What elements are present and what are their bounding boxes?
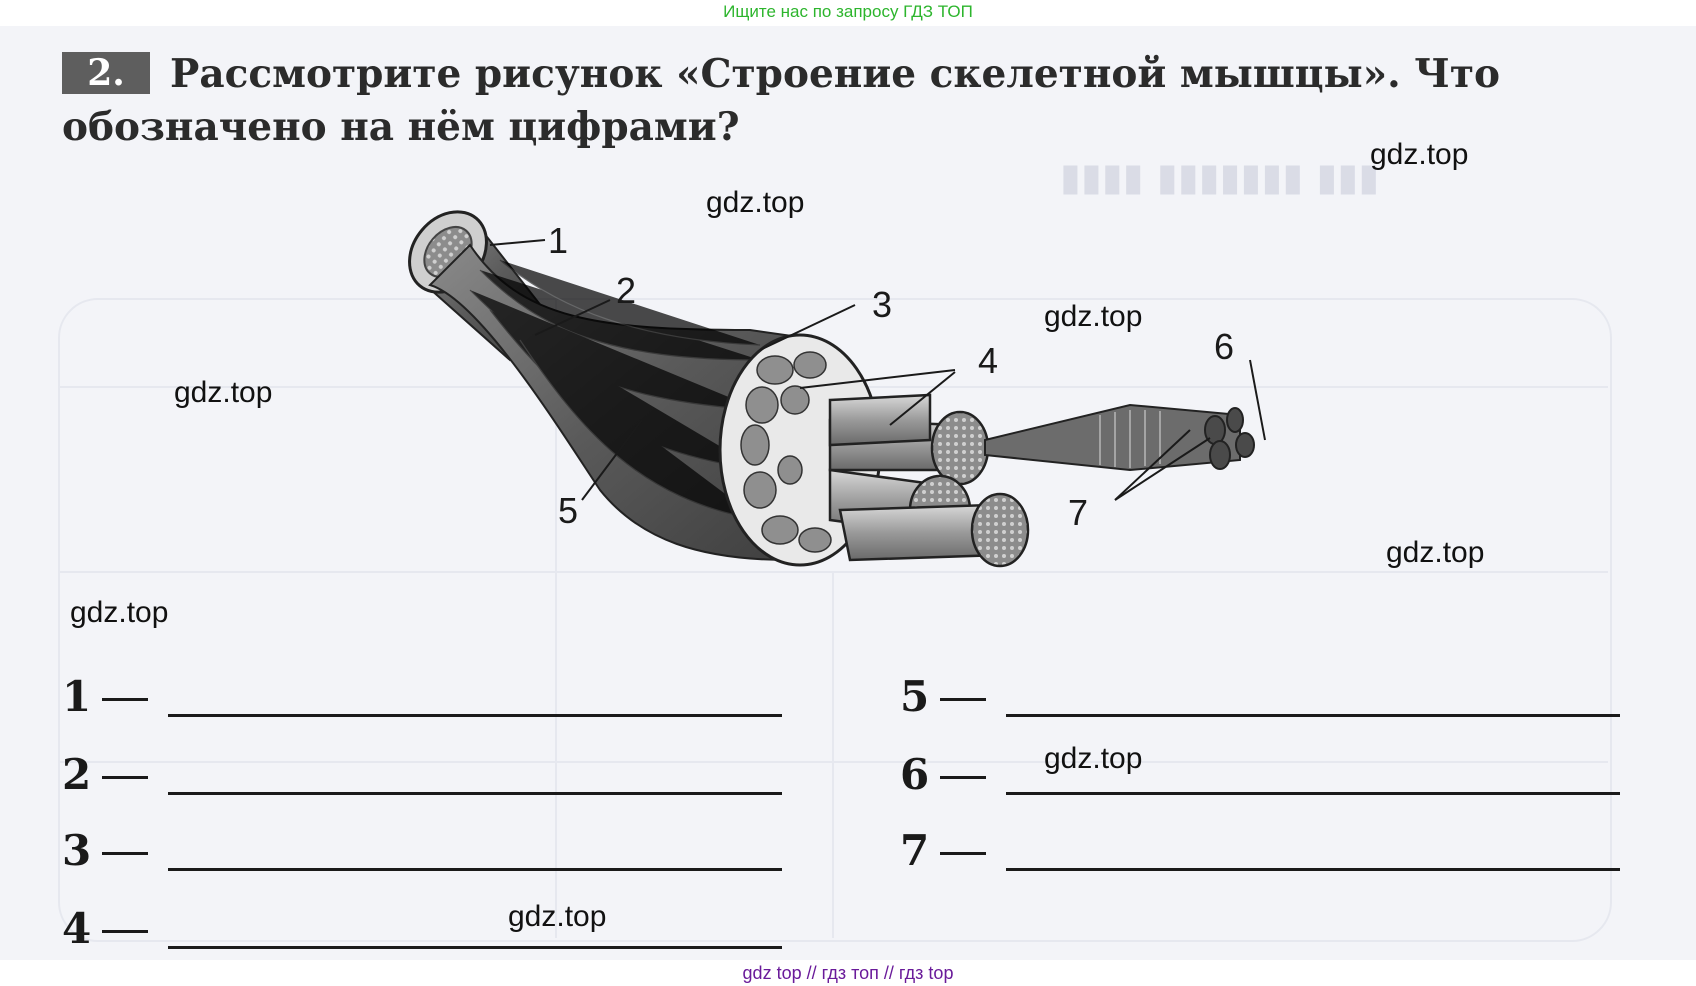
muscle-bundle (830, 395, 930, 445)
leader-line-1 (490, 240, 545, 245)
figure-label-4: 4 (978, 340, 999, 381)
answer-blank-7[interactable] (1006, 868, 1620, 871)
watermark: gdz.top (1386, 536, 1485, 569)
task-number-badge: 2. (62, 52, 150, 94)
muscle-fiber (985, 405, 1240, 470)
figure-label-5: 5 (558, 490, 579, 531)
answer-number: 4 (62, 904, 92, 953)
answer-number: 2 (62, 750, 92, 799)
answer-dash (102, 698, 148, 701)
bleed-through-text: ▮▮▮ ▮▮▮▮▮▮▮ ▮▮▮▮ (1060, 154, 1380, 199)
figure-label-3: 3 (872, 284, 893, 325)
answer-number: 3 (62, 826, 92, 875)
answer-row-1 (62, 672, 782, 722)
answer-blank-2[interactable] (168, 792, 782, 795)
top-banner[interactable]: Ищите нас по запросу ГДЗ ТОП (723, 2, 973, 21)
figure-label-6: 6 (1214, 326, 1235, 367)
answer-row-2 (62, 750, 782, 800)
answer-row-5 (900, 672, 1620, 722)
watermark: gdz.top (1044, 742, 1143, 775)
watermark: gdz.top (1370, 138, 1469, 171)
answer-row-6 (900, 750, 1620, 800)
answer-dash (940, 852, 986, 855)
figure-label-2: 2 (616, 270, 637, 311)
answer-number: 6 (900, 750, 930, 799)
answer-blank-4[interactable] (168, 946, 782, 949)
task-question: Рассмотрите рисунок «Строение скелетной мышцы». Что обозначено на нём цифрами? (62, 51, 1501, 150)
answer-blank-3[interactable] (168, 868, 782, 871)
answer-blank-6[interactable] (1006, 792, 1620, 795)
answer-row-4 (62, 904, 782, 954)
leader-line-6 (1250, 360, 1265, 440)
answer-number: 5 (900, 672, 930, 721)
watermark: gdz.top (174, 376, 273, 409)
figure-label-1: 1 (548, 220, 569, 261)
answer-dash (102, 852, 148, 855)
figure-label-7: 7 (1068, 492, 1089, 533)
watermark: gdz.top (1044, 300, 1143, 333)
answer-row-3 (62, 826, 782, 876)
answer-dash (940, 776, 986, 779)
answer-row-7 (900, 826, 1620, 876)
watermark: gdz.top (508, 900, 607, 933)
footer-links[interactable]: gdz top // гдз топ // гдз top (742, 963, 954, 983)
watermark: gdz.top (706, 186, 805, 219)
answer-dash (102, 776, 148, 779)
answer-blank-5[interactable] (1006, 714, 1620, 717)
answer-number: 7 (900, 826, 930, 875)
answer-dash (940, 698, 986, 701)
answer-dash (102, 930, 148, 933)
answer-blank-1[interactable] (168, 714, 782, 717)
answer-number: 1 (62, 672, 92, 721)
watermark: gdz.top (70, 596, 169, 629)
